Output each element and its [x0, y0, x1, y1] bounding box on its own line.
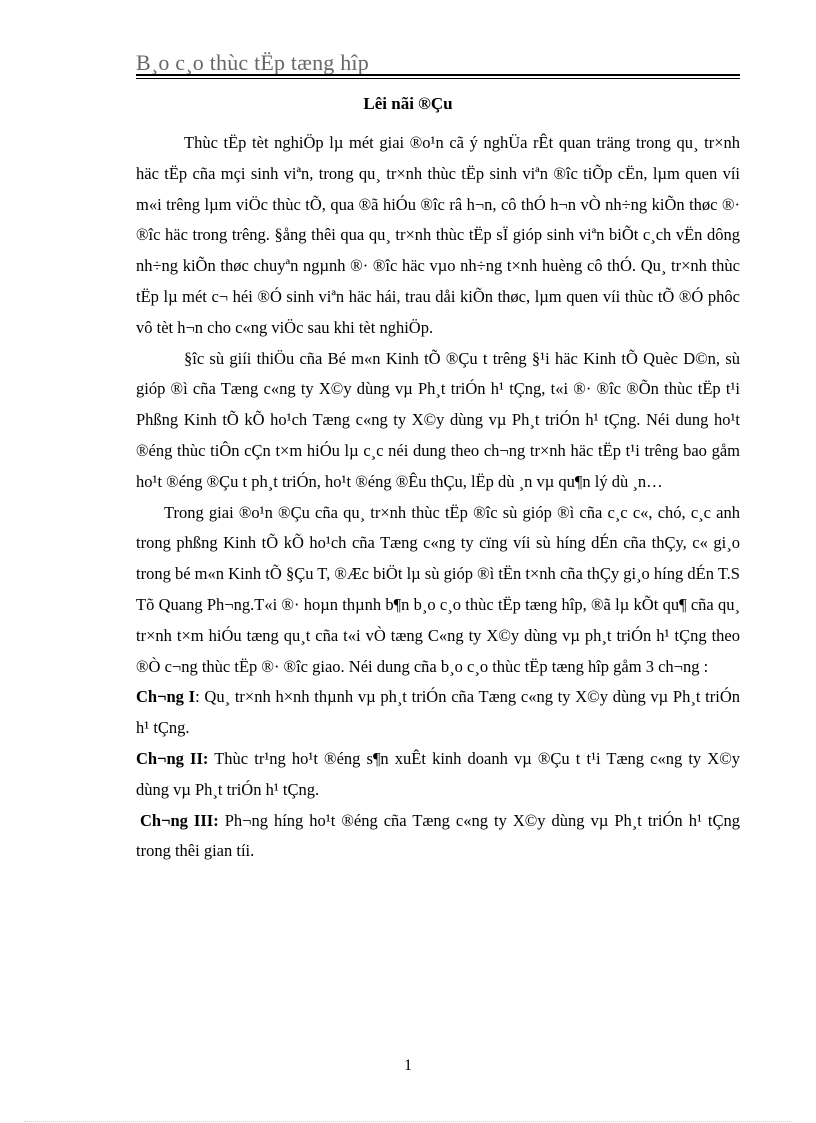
chapter-item — [136, 682, 740, 744]
chapter-title: Ph¬ng híng ho¹t ®éng cña Tæng c«ng ty X©y dùng vµ Ph¸t triÓn h¹ tÇng trong thêi gian tíi. — [136, 810, 740, 861]
chapter-title: Thùc tr¹ng ho¹t ®éng s¶n xuÊt kinh doanh vµ ®Çu t t¹i Tæng c«ng ty X©y dùng vµ Ph¸t triÓn h¹ tÇng. — [136, 748, 740, 799]
document-body — [136, 128, 740, 867]
header-rule-thin — [136, 78, 740, 79]
paragraph-intro: Thùc tËp tèt nghiÖp lµ mét giai ®o¹n cã ý nghÜa rÊt quan träng trong qu¸ tr×nh häc tËp cña mçi sinh viªn, trong qu¸ tr×nh thùc tËp sinh viªn ®îc tiÕp cËn, lµm quen víi m«i trêng lµm viÖc thùc tÕ, qua ®ã hiÓu ®îc râ h¬n, cô thÓ h¬n vÒ nh÷ng kiÕn thøc ®· ®îc häc trong trêng. §ång thêi qua qu¸ tr×nh thùc tËp sÏ gióp sinh viªn biÕt c¸ch vËn dông nh÷ng kiÕn thøc chuyªn ngµnh ®· ®îc häc vµo nh÷ng t×nh huèng cô thÓ. Qu¸ tr×nh thùc tËp lµ mét c¬ héi ®Ó sinh viªn häc hái, trau dåi kiÕn thøc, lµm quen víi thùc tÕ ®Ó phôc vô tèt h¬n cho c«ng viÖc sau khi tèt nghiÖp. — [136, 133, 740, 337]
chapter-label: Ch¬ng II: — [136, 748, 209, 768]
running-header — [136, 50, 740, 76]
page-number: 1 — [404, 1057, 412, 1074]
document-title: Lêi nãi ®Çu — [363, 94, 453, 113]
chapter-label: Ch¬ng III: — [140, 810, 219, 830]
header-rule-thick — [136, 74, 740, 76]
chapter-title: : Qu¸ tr×nh h×nh thµnh vµ ph¸t triÓn cña Tæng c«ng ty X©y dùng vµ Ph¸t triÓn h¹ tÇng. — [136, 687, 741, 738]
chapter-item — [136, 806, 740, 868]
page-bottom-divider — [24, 1121, 792, 1122]
paragraph-overview: Trong giai ®o¹n ®Çu cña qu¸ tr×nh thùc tËp ®îc sù gióp ®ì cña c¸c c«, chó, c¸c anh trong phßng Kinh tÕ kÕ ho¹ch cña Tæng c«ng ty cïng víi sù híng dÉn cña thÇy, c« gi¸o trong bé m«n Kinh tÕ §Çu T, ®Æc biÖt lµ sù gióp ®ì tËn t×nh cña thÇy gi¸o híng dÉn T.S Tõ Quang Ph¬ng.T«i ®· hoµn thµnh b¶n b¸o c¸o thùc tËp tæng hîp, ®ã lµ kÕt qu¶ cña qu¸ tr×nh t×m hiÓu tæng qu¸t cña t«i vÒ tæng C«ng ty X©y dùng vµ ph¸t triÓn h¹ tÇng theo ®Ò c¬ng thùc tËp ®· ®îc giao. Néi dung cña b¸o c¸o thùc tËp tæng hîp gåm 3 ch¬ng : — [136, 502, 740, 676]
paragraph-acknowledgement: §îc sù giíi thiÖu cña Bé m«n Kinh tÕ ®Çu t trêng §¹i häc Kinh tÕ Quèc D©n, sù gióp ®ì cña Tæng c«ng ty X©y dùng vµ Ph¸t triÓn h¹ tÇng, t«i ®· ®îc ®Õn thùc tËp t¹i Phßng Kinh tÕ kÕ ho¹ch Tæng c«ng ty X©y dùng vµ Ph¸t triÓn h¹ tÇng. Néi dung ho¹t ®éng thùc tiÔn cÇn t×m hiÓu lµ c¸c néi dung theo ch¬ng tr×nh häc tËp t¹i trêng bao gåm ho¹t ®éng ®Çu t ph¸t triÓn, ho¹t ®éng ®Êu thÇu, lËp dù ¸n vµ qu¶n lý dù ¸n… — [136, 348, 740, 491]
chapter-item — [136, 744, 740, 806]
header-title: B¸o c¸o thùc tËp tæng hîp — [136, 50, 369, 75]
chapter-label: Ch¬ng I — [136, 687, 196, 707]
